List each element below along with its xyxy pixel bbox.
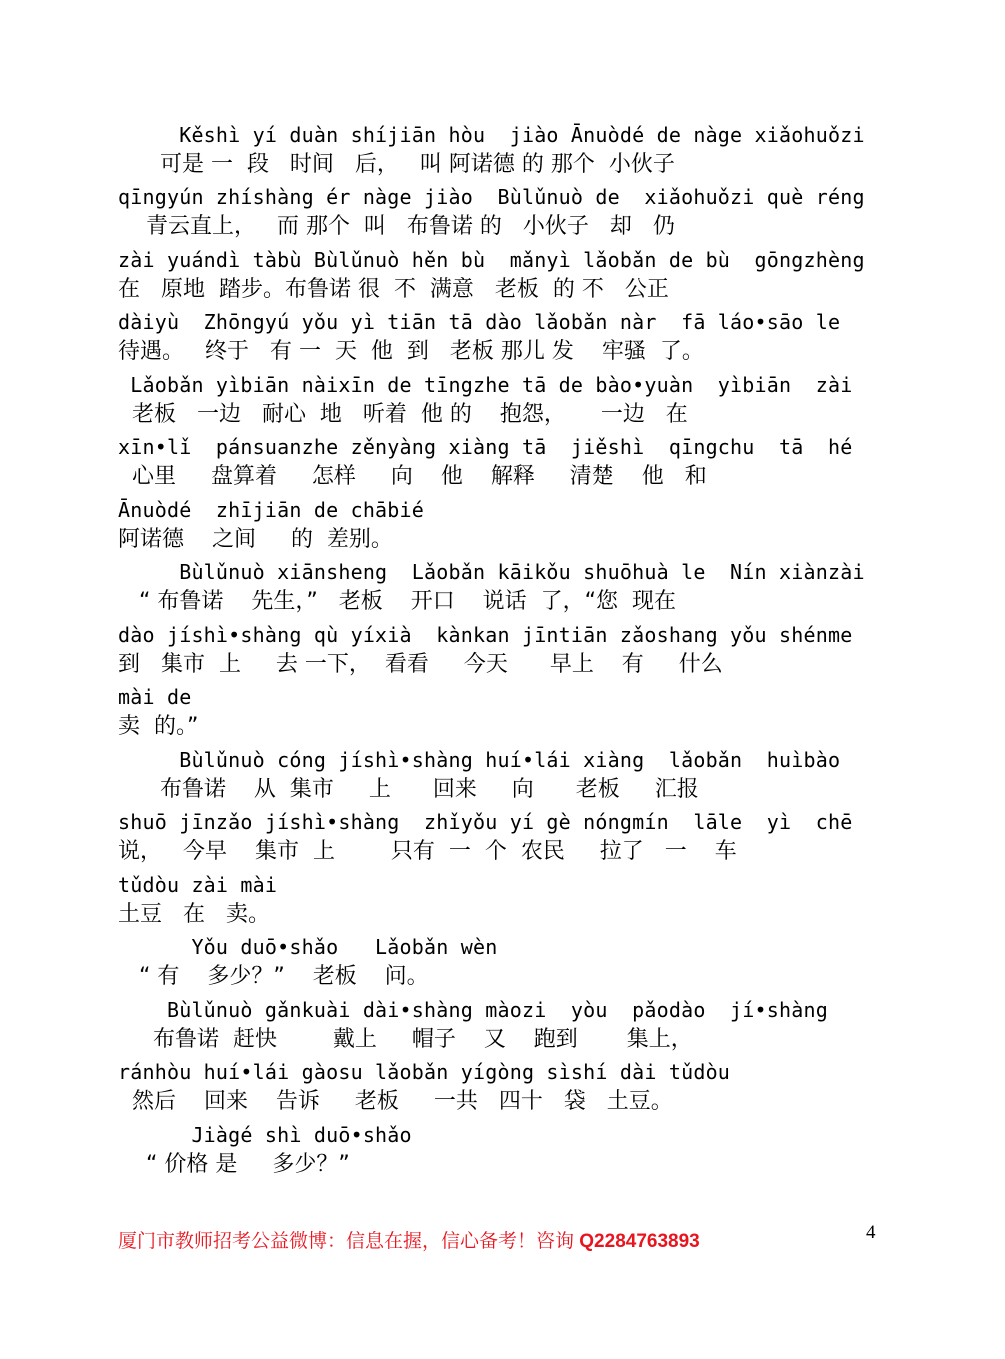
footer-promo [118, 1226, 700, 1253]
pinyin-line: Bùlǔnuò xiānsheng Lǎobǎn kāikǒu shuōhuà le Nín xiànzài [118, 560, 865, 584]
pinyin-line: Ānuòdé zhījiān de chābié [118, 498, 425, 522]
pinyin-line: tǔdòu zài mài [118, 873, 278, 897]
pinyin-line: mài de [118, 685, 192, 709]
pinyin-line: xīn•lǐ pánsuanzhe zěnyàng xiàng tā jiěshì qīngchu tā hé [118, 435, 853, 459]
hanzi-line: 布鲁诺 从 集市 上 回来 向 老板 汇报 [118, 777, 699, 802]
hanzi-line: 说， 今早 集市 上 只有 一 个 农民 拉了 一 车 [118, 839, 737, 864]
pinyin-line: Bùlǔnuò cóng jíshì•shàng huí•lái xiàng lǎobǎn huìbào [118, 748, 841, 772]
pinyin-line: shuō jīnzǎo jíshì•shàng zhǐyǒu yí gè nóngmín lāle yì chē [118, 810, 853, 834]
pinyin-line: dàiyù Zhōngyú yǒu yì tiān tā dào lǎobǎn nàr fā láo•sāo le [118, 310, 841, 334]
hanzi-line: 可是 一 段 时间 后， 叫 阿诺德 的 那个 小伙子 [118, 152, 675, 177]
hanzi-line: “ 布鲁诺 先生，” 老板 开口 说话 了，“您 现在 [118, 589, 677, 614]
hanzi-line: 阿诺德 之间 的 差别。 [118, 527, 393, 552]
pinyin-line: Yǒu duō•shǎo Lǎobǎn wèn [118, 935, 498, 959]
hanzi-line: 老板 一边 耐心 地 听着 他 的 抱怨， 一边 在 [118, 402, 688, 427]
hanzi-line: 在 原地 踏步。布鲁诺 很 不 满意 老板 的 不 公正 [118, 277, 669, 302]
hanzi-line: 青云直上， 而 那个 叫 布鲁诺 的 小伙子 却 仍 [118, 214, 675, 239]
pinyin-line: ránhòu huí•lái gàosu lǎobǎn yígòng sìshí dài tǔdòu [118, 1060, 731, 1084]
pinyin-line: qīngyún zhíshàng ér nàge jiào Bùlǔnuò de xiǎohuǒzi què réng [118, 185, 865, 209]
pinyin-line: zài yuándì tàbù Bùlǔnuò hěn bù mǎnyì lǎobǎn de bù gōngzhèng [118, 248, 865, 272]
pinyin-line: Lǎobǎn yìbiān nàixīn de tīngzhe tā de bào•yuàn yìbiān zài [118, 373, 853, 397]
page-number: 4 [866, 1222, 876, 1243]
hanzi-line: 卖 的。” [118, 714, 199, 739]
hanzi-line: 到 集市 上 去 一下， 看看 今天 早上 有 什么 [118, 652, 723, 677]
hanzi-line: 土豆 在 卖。 [118, 902, 270, 927]
hanzi-line: 心里 盘算着 怎样 向 他 解释 清楚 他 和 [118, 464, 707, 489]
hanzi-line: 然后 回来 告诉 老板 一共 四十 袋 土豆。 [118, 1089, 673, 1114]
pinyin-line: dào jíshì•shàng qù yíxià kànkan jīntiān zǎoshang yǒu shénme [118, 623, 853, 647]
footer-contact-qq: Q2284763893 [579, 1231, 700, 1252]
hanzi-line: “ 有 多少？” 老板 问。 [118, 964, 429, 989]
hanzi-line: 布鲁诺 赶快 戴上 帽子 又 跑到 集上， [118, 1027, 693, 1052]
pinyin-line: Bùlǔnuò gǎnkuài dài•shàng màozi yòu pǎodào jí•shàng [118, 998, 828, 1022]
hanzi-line: 待遇。 终于 有 一 天 他 到 老板 那儿 发 牢骚 了。 [118, 339, 704, 364]
pinyin-line: Jiàgé shì duō•shǎo [118, 1123, 412, 1147]
hanzi-line: “ 价格 是 多少？” [118, 1152, 350, 1177]
pinyin-line: Kěshì yí duàn shíjiān hòu jiào Ānuòdé de nàge xiǎohuǒzi [118, 123, 865, 147]
footer-promo-text: 厦门市教师招考公益微博：信息在握，信心备考！咨询 [118, 1231, 580, 1252]
